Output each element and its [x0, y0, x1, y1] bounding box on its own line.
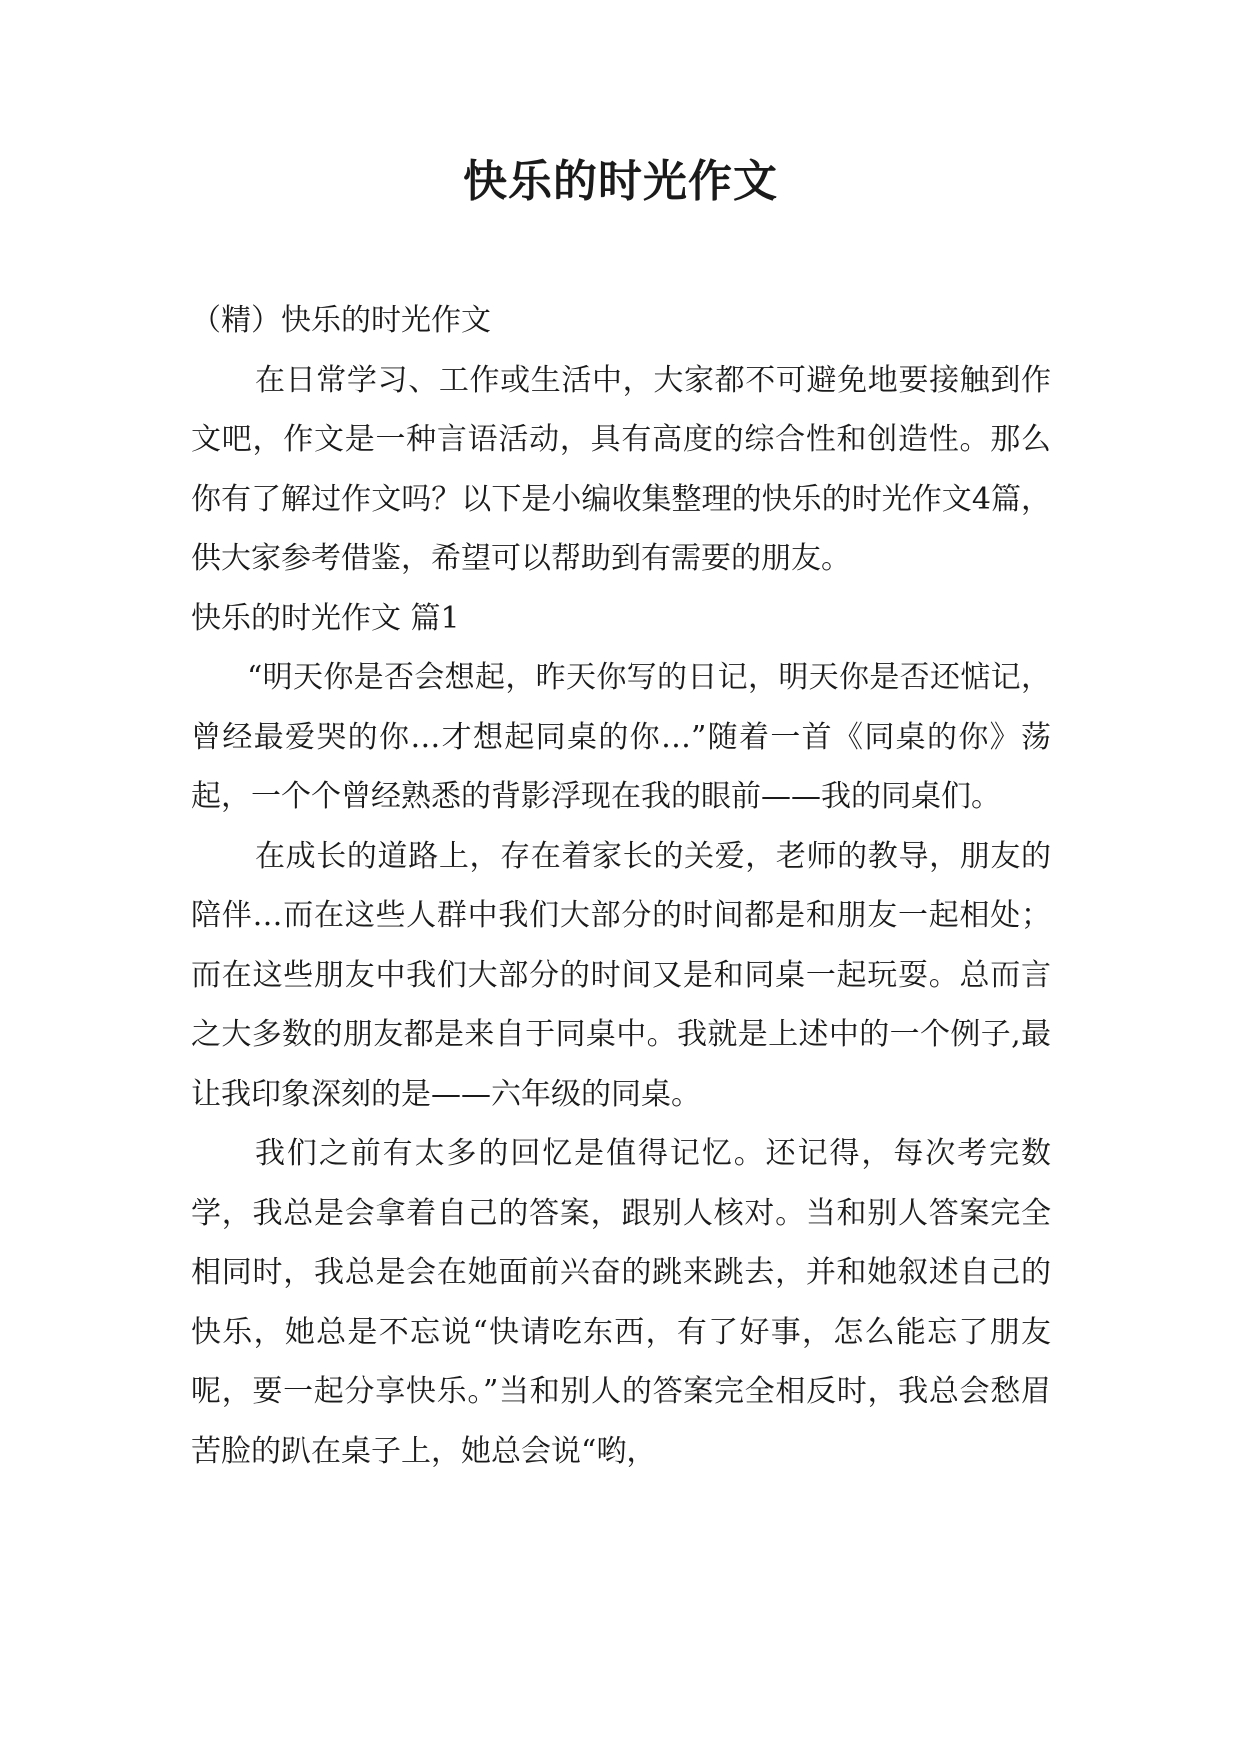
body-paragraph: 我们之前有太多的回忆是值得记忆。还记得，每次考完数学，我总是会拿着自己的答案，跟别人核对。当和别人答案完全相同时，我总是会在她面前兴奋的跳来跳去，并和她叙述自己的快乐，她总是不忘说“快请吃东西，有了好事，怎么能忘了朋友呢，要一起分享快乐。”当和别人的答案完全相反时，我总会愁眉苦脸的趴在桌子上，她总会说“哟， [191, 1136, 1051, 1469]
document-title: 快乐的时光作文 [463, 156, 778, 207]
intro-paragraph: 在日常学习、工作或生活中，大家都不可避免地要接触到作文吧，作文是一种言语活动，具有高度的综合性和创造性。那么你有了解过作文吗？以下是小编收集整理的快乐的时光作文4篇，供大家参考借鉴，希望可以帮助到有需要的朋友。 [191, 362, 1051, 576]
document-body [191, 291, 1051, 1481]
section-heading: 快乐的时光作文 篇1 [191, 600, 460, 636]
body-paragraph: 在成长的道路上，存在着家长的关爱，老师的教导，朋友的陪伴…而在这些人群中我们大部分的时间都是和朋友一起相处；而在这些朋友中我们大部分的时间又是和同桌一起玩耍。总而言之大多数的朋友都是来自于同桌中。我就是上述中的一个例子,最让我印象深刻的是——六年级的同桌。 [191, 838, 1051, 1112]
body-paragraph: “明天你是否会想起，昨天你写的日记，明天你是否还惦记，曾经最爱哭的你…才想起同桌的你…”随着一首《同桌的你》荡起，一个个曾经熟悉的背影浮现在我的眼前——我的同桌们。 [191, 660, 1051, 814]
subtitle-line: （精）快乐的时光作文 [191, 303, 491, 338]
